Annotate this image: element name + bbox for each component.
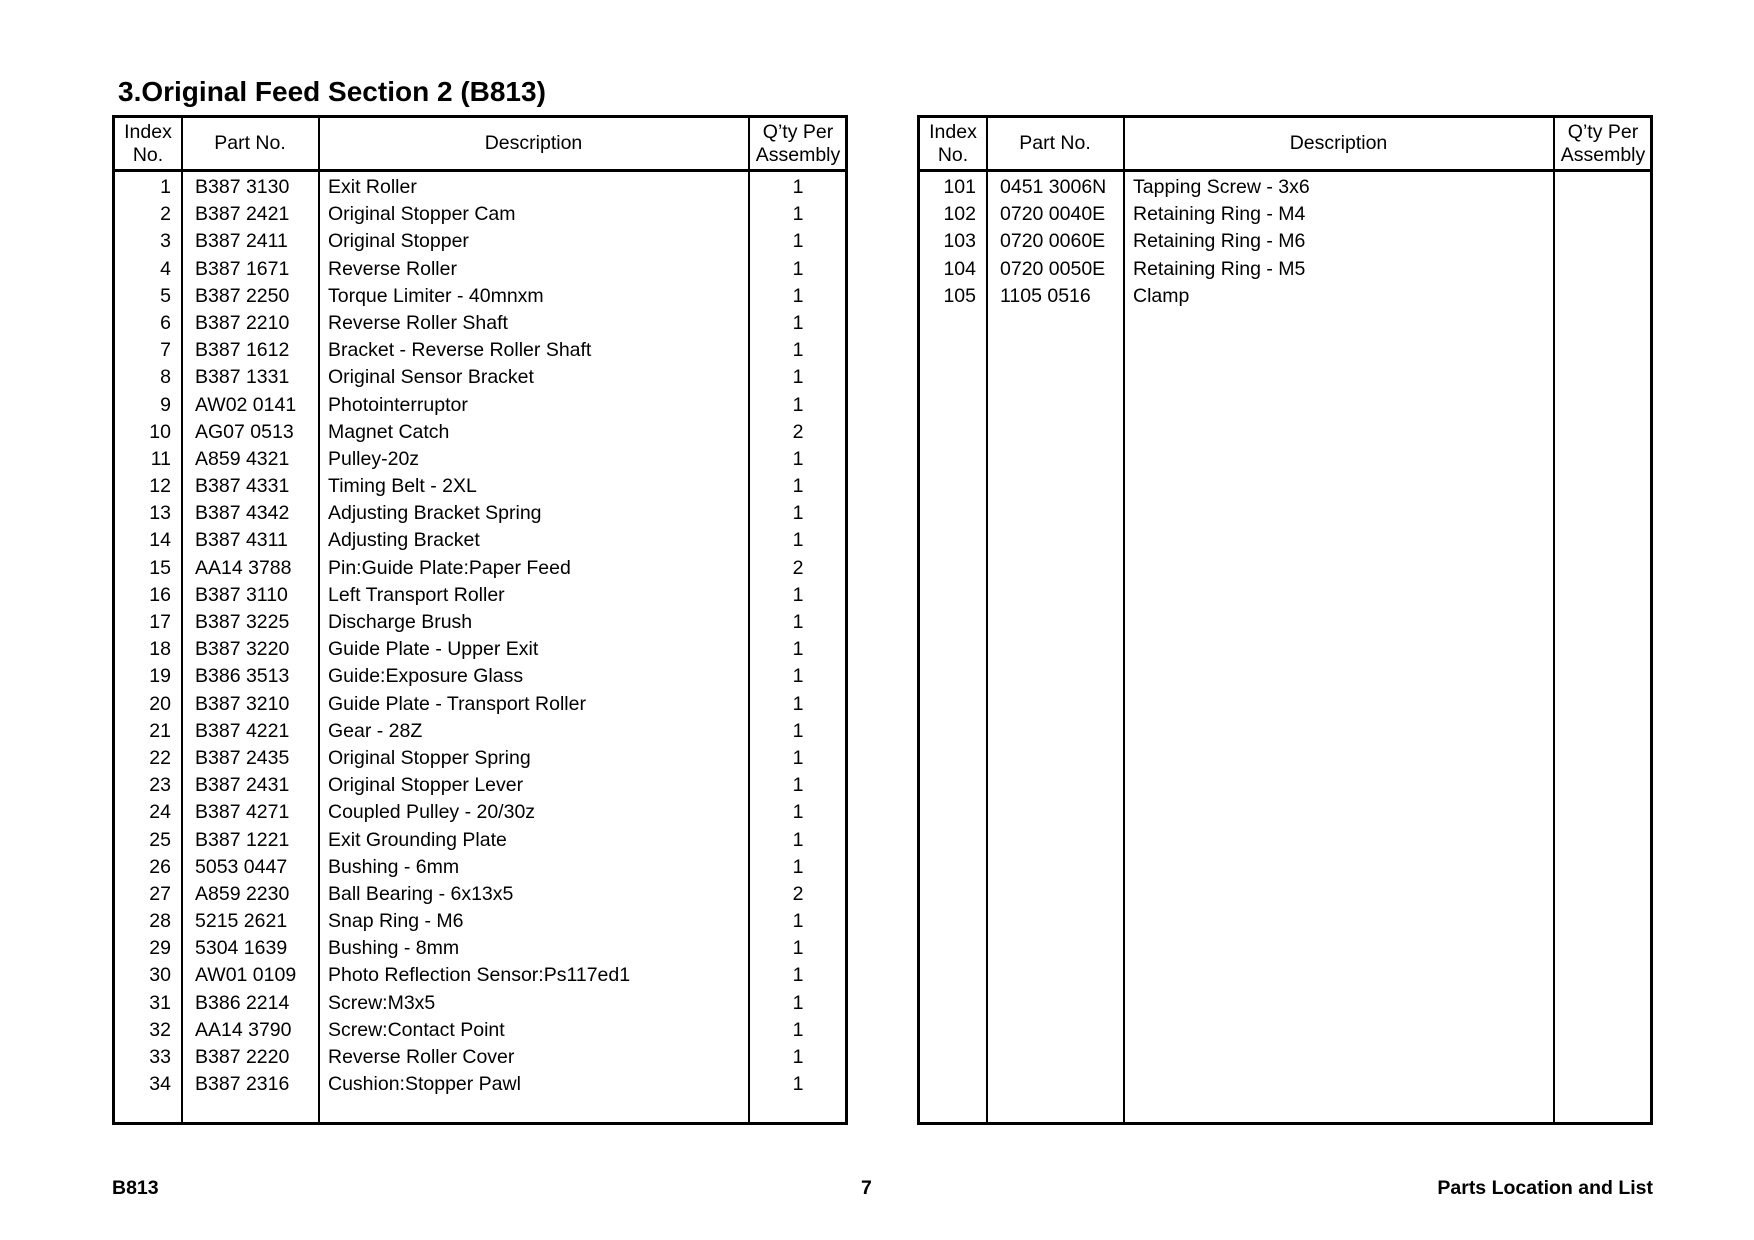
cell-index: 3 xyxy=(160,230,171,253)
cell-index: 27 xyxy=(149,882,171,905)
table-row xyxy=(115,990,845,1017)
cell-part-no: 0720 0050E xyxy=(1000,257,1106,280)
cell-description: Retaining Ring - M4 xyxy=(1133,203,1306,226)
table-row xyxy=(115,636,845,663)
cell-index: 32 xyxy=(149,1018,171,1041)
cell-part-no: B386 3513 xyxy=(195,665,290,688)
cell-qty: 1 xyxy=(792,611,804,633)
cell-part-no: A859 2230 xyxy=(195,882,290,905)
table-row xyxy=(115,1071,845,1098)
cell-description: Tapping Screw - 3x6 xyxy=(1133,176,1310,198)
table-row xyxy=(920,201,1650,228)
cell-part-no: B387 1671 xyxy=(195,257,290,280)
cell-index: 34 xyxy=(149,1073,171,1096)
cell-index: 7 xyxy=(160,339,171,362)
cell-qty: 1 xyxy=(792,447,804,470)
cell-index: 5 xyxy=(160,284,171,307)
table-row xyxy=(920,174,1650,201)
cell-qty: 1 xyxy=(792,937,804,960)
table-row xyxy=(115,473,845,500)
cell-description: Cushion:Stopper Pawl xyxy=(328,1073,521,1096)
cell-part-no: B387 3130 xyxy=(195,176,290,198)
table-body-left xyxy=(115,174,845,1098)
cell-index: 29 xyxy=(149,937,171,960)
cell-qty: 1 xyxy=(792,1046,804,1068)
table-row xyxy=(115,799,845,826)
table-row xyxy=(115,582,845,609)
cell-qty: 1 xyxy=(792,719,804,742)
cell-qty: 1 xyxy=(792,284,804,307)
cell-description: Ball Bearing - 6x13x5 xyxy=(328,882,514,905)
table-row xyxy=(115,500,845,527)
cell-description: Guide Plate - Upper Exit xyxy=(328,638,539,661)
cell-qty: 1 xyxy=(792,964,804,987)
cell-description: Snap Ring - M6 xyxy=(328,910,464,933)
cell-qty: 1 xyxy=(792,257,804,280)
header-qty: Q’ty Per Assembly xyxy=(1560,120,1646,166)
cell-qty: 1 xyxy=(792,583,804,606)
cell-description: Discharge Brush xyxy=(328,611,473,633)
cell-qty: 2 xyxy=(792,420,804,443)
table-row xyxy=(115,446,845,473)
cell-part-no: B387 1612 xyxy=(195,339,290,362)
cell-qty: 1 xyxy=(792,393,804,416)
header-part-no: Part No. xyxy=(1019,132,1091,154)
parts-table-left xyxy=(112,115,848,1125)
table-row xyxy=(115,256,845,283)
table-row xyxy=(115,1044,845,1071)
header-index: Index No. xyxy=(929,120,977,166)
cell-description: Guide Plate - Transport Roller xyxy=(328,692,586,715)
cell-part-no: B386 2214 xyxy=(195,991,290,1014)
cell-qty: 1 xyxy=(792,991,804,1014)
cell-qty: 1 xyxy=(792,203,804,226)
cell-part-no: B387 2250 xyxy=(195,284,290,307)
cell-description: Gear - 28Z xyxy=(328,719,423,742)
cell-index: 30 xyxy=(149,964,171,987)
cell-index: 31 xyxy=(149,991,171,1014)
cell-qty: 1 xyxy=(792,529,804,552)
cell-part-no: AW02 0141 xyxy=(195,393,297,416)
table-row xyxy=(115,962,845,989)
cell-part-no: 0720 0060E xyxy=(1000,230,1106,253)
cell-qty: 1 xyxy=(792,746,804,769)
header-qty: Q’ty Per Assembly xyxy=(755,120,841,166)
table-row xyxy=(115,201,845,228)
table-row xyxy=(115,337,845,364)
table-row xyxy=(115,392,845,419)
cell-description: Exit Grounding Plate xyxy=(328,828,507,851)
table-row xyxy=(115,772,845,799)
table-row xyxy=(115,663,845,690)
table-row xyxy=(920,228,1650,255)
cell-description: Guide:Exposure Glass xyxy=(328,665,524,688)
cell-description: Original Stopper Spring xyxy=(328,746,531,769)
cell-part-no: B387 4221 xyxy=(195,719,290,742)
cell-description: Exit Roller xyxy=(328,176,417,198)
header-divider xyxy=(920,169,1650,172)
cell-qty: 1 xyxy=(792,339,804,362)
cell-part-no: B387 2316 xyxy=(195,1073,290,1096)
cell-part-no: B387 2411 xyxy=(195,230,288,253)
cell-qty: 1 xyxy=(792,475,804,498)
cell-index: 24 xyxy=(149,801,171,824)
cell-part-no: B387 2431 xyxy=(195,774,290,797)
cell-description: Left Transport Roller xyxy=(328,583,505,606)
cell-part-no: AW01 0109 xyxy=(195,964,297,987)
cell-description: Screw:M3x5 xyxy=(328,991,436,1014)
header-description: Description xyxy=(484,132,583,154)
cell-index: 17 xyxy=(149,611,171,633)
cell-part-no: B387 2435 xyxy=(195,746,290,769)
table-row xyxy=(115,1017,845,1044)
cell-index: 104 xyxy=(943,257,976,280)
header-index: Index No. xyxy=(124,120,172,166)
cell-qty: 1 xyxy=(792,1073,804,1096)
table-row xyxy=(115,364,845,391)
cell-index: 20 xyxy=(149,692,171,715)
cell-index: 8 xyxy=(160,366,171,389)
cell-description: Original Stopper xyxy=(328,230,469,253)
footer-page-number: 7 xyxy=(861,1177,872,1199)
cell-part-no: B387 2210 xyxy=(195,311,290,334)
cell-qty: 1 xyxy=(792,665,804,688)
cell-index: 9 xyxy=(160,393,171,416)
table-row xyxy=(115,935,845,962)
cell-description: Photointerruptor xyxy=(328,393,468,416)
cell-index: 13 xyxy=(149,502,171,525)
cell-part-no: 1105 0516 xyxy=(1000,284,1091,307)
cell-qty: 1 xyxy=(792,692,804,715)
cell-index: 10 xyxy=(149,420,171,443)
cell-description: Photo Reflection Sensor:Ps117ed1 xyxy=(328,964,631,987)
cell-part-no: B387 4311 xyxy=(195,529,288,552)
cell-description: Original Stopper Lever xyxy=(328,774,524,797)
cell-index: 33 xyxy=(149,1046,171,1068)
cell-description: Reverse Roller xyxy=(328,257,457,280)
cell-index: 21 xyxy=(149,719,171,742)
footer-section-title: Parts Location and List xyxy=(1437,1177,1653,1199)
cell-part-no: B387 2421 xyxy=(195,203,290,226)
table-row xyxy=(115,419,845,446)
cell-qty: 1 xyxy=(792,774,804,797)
cell-part-no: B387 4271 xyxy=(195,801,290,824)
cell-qty: 1 xyxy=(792,1018,804,1041)
cell-part-no: B387 4331 xyxy=(195,475,290,498)
table-row xyxy=(115,908,845,935)
table-row xyxy=(115,609,845,636)
cell-description: Original Stopper Cam xyxy=(328,203,516,226)
cell-description: Reverse Roller Cover xyxy=(328,1046,515,1068)
cell-description: Timing Belt - 2XL xyxy=(328,475,477,498)
header-description: Description xyxy=(1289,132,1388,154)
cell-part-no: AA14 3788 xyxy=(195,556,292,579)
cell-part-no: AA14 3790 xyxy=(195,1018,292,1041)
cell-index: 16 xyxy=(149,583,171,606)
cell-description: Clamp xyxy=(1133,284,1190,307)
cell-index: 103 xyxy=(943,230,976,253)
table-row xyxy=(115,854,845,881)
cell-part-no: A859 4321 xyxy=(195,447,290,470)
cell-qty: 2 xyxy=(792,556,804,579)
cell-description: Reverse Roller Shaft xyxy=(328,311,508,334)
cell-qty: 1 xyxy=(792,801,804,824)
table-row xyxy=(115,283,845,310)
table-row xyxy=(115,745,845,772)
cell-qty: 1 xyxy=(792,502,804,525)
table-row xyxy=(920,256,1650,283)
cell-qty: 1 xyxy=(792,638,804,661)
cell-part-no: B387 3225 xyxy=(195,611,290,633)
table-row xyxy=(115,174,845,201)
cell-qty: 1 xyxy=(792,230,804,253)
table-row xyxy=(115,881,845,908)
cell-index: 19 xyxy=(149,665,171,688)
table-row xyxy=(115,527,845,554)
cell-index: 11 xyxy=(150,447,171,470)
table-row xyxy=(115,555,845,582)
cell-part-no: AG07 0513 xyxy=(195,420,294,443)
cell-part-no: B387 1221 xyxy=(195,828,290,851)
table-row xyxy=(115,228,845,255)
cell-description: Magnet Catch xyxy=(328,420,450,443)
cell-part-no: B387 4342 xyxy=(195,502,290,525)
cell-part-no: 0720 0040E xyxy=(1000,203,1106,226)
page-title: 3.Original Feed Section 2 (B813) xyxy=(118,76,546,107)
cell-part-no: B387 1331 xyxy=(195,366,290,389)
cell-part-no: B387 2220 xyxy=(195,1046,290,1068)
cell-description: Bushing - 6mm xyxy=(328,855,460,878)
cell-part-no: B387 3220 xyxy=(195,638,290,661)
parts-table-right xyxy=(917,115,1653,1125)
cell-index: 1 xyxy=(160,176,171,198)
cell-part-no: 5053 0447 xyxy=(195,855,288,878)
cell-description: Screw:Contact Point xyxy=(328,1018,505,1041)
cell-index: 102 xyxy=(943,203,976,226)
cell-index: 18 xyxy=(149,638,171,661)
cell-description: Bracket - Reverse Roller Shaft xyxy=(328,339,592,362)
footer-model: B813 xyxy=(112,1177,159,1199)
table-row xyxy=(115,827,845,854)
cell-index: 105 xyxy=(943,284,976,307)
header-divider xyxy=(115,169,845,172)
table-row xyxy=(920,283,1650,310)
cell-index: 4 xyxy=(160,257,171,280)
cell-index: 26 xyxy=(149,855,171,878)
cell-qty: 1 xyxy=(792,366,804,389)
cell-part-no: 5304 1639 xyxy=(195,937,288,960)
cell-index: 25 xyxy=(149,828,171,851)
cell-index: 14 xyxy=(149,529,171,552)
cell-description: Adjusting Bracket Spring xyxy=(328,502,542,525)
cell-qty: 1 xyxy=(792,855,804,878)
table-row xyxy=(115,310,845,337)
cell-description: Retaining Ring - M5 xyxy=(1133,257,1306,280)
cell-index: 15 xyxy=(149,556,171,579)
table-body-right xyxy=(920,174,1650,310)
cell-description: Pulley-20z xyxy=(328,447,420,470)
cell-part-no: B387 3110 xyxy=(195,583,288,606)
cell-part-no: 0451 3006N xyxy=(1000,176,1107,198)
cell-description: Retaining Ring - M6 xyxy=(1133,230,1306,253)
cell-index: 22 xyxy=(149,746,171,769)
cell-index: 6 xyxy=(160,311,171,334)
cell-index: 28 xyxy=(149,910,171,933)
cell-index: 101 xyxy=(943,176,976,198)
cell-description: Pin:Guide Plate:Paper Feed xyxy=(328,556,571,579)
cell-part-no: 5215 2621 xyxy=(195,910,288,933)
cell-qty: 1 xyxy=(792,176,804,198)
cell-description: Bushing - 8mm xyxy=(328,937,460,960)
cell-index: 23 xyxy=(149,774,171,797)
cell-description: Torque Limiter - 40mnxm xyxy=(328,284,544,307)
cell-description: Adjusting Bracket xyxy=(328,529,480,552)
cell-qty: 2 xyxy=(792,882,804,905)
cell-part-no: B387 3210 xyxy=(195,692,290,715)
cell-qty: 1 xyxy=(792,828,804,851)
table-row xyxy=(115,691,845,718)
cell-description: Original Sensor Bracket xyxy=(328,366,534,389)
cell-index: 12 xyxy=(149,475,171,498)
cell-description: Coupled Pulley - 20/30z xyxy=(328,801,536,824)
cell-index: 2 xyxy=(160,203,171,226)
table-row xyxy=(115,718,845,745)
cell-qty: 1 xyxy=(792,910,804,933)
header-part-no: Part No. xyxy=(214,132,286,154)
cell-qty: 1 xyxy=(792,311,804,334)
